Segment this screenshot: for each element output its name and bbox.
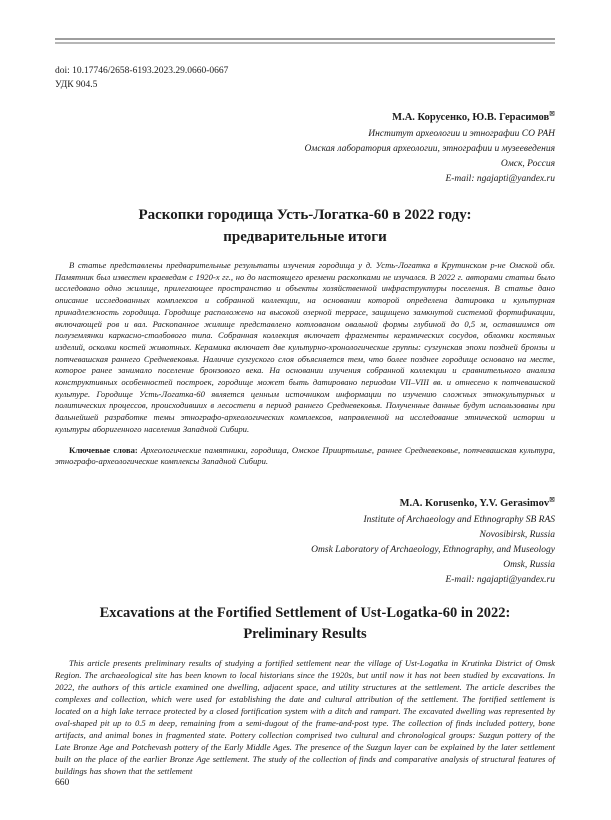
affiliation-en-email: E-mail: ngajapti@yandex.ru — [445, 574, 555, 585]
title-en-line2: Preliminary Results — [243, 625, 367, 642]
title-ru-line2: предварительные итоги — [223, 229, 387, 245]
title-ru-line1: Раскопки городища Усть-Логатка-60 в 2022 году: — [138, 207, 472, 223]
authors-ru-names: М.А. Корусенко, Ю.В. Герасимов — [392, 112, 550, 123]
authors-ru — [55, 111, 555, 124]
keywords-label: Ключевые слова: — [69, 444, 138, 455]
affiliation-en — [55, 513, 555, 588]
affiliation-ru-line: Омск, Россия — [500, 159, 555, 169]
envelope-icon: ⊠ — [549, 109, 555, 118]
article-meta — [55, 64, 555, 92]
affiliation-ru-line: Институт археологии и этнографии СО РАН — [368, 129, 555, 139]
keywords-text: Археологические памятники, городища, Омское Прииртышье, раннее Средневековье, потчевашская культура, этнографо-археологические комплексы Западной Сибири. — [55, 444, 555, 467]
title-en — [55, 603, 555, 645]
affiliation-en-line: Omsk, Russia — [503, 559, 555, 570]
keywords-ru — [55, 445, 555, 468]
title-ru — [55, 204, 555, 248]
affiliation-ru — [55, 127, 555, 187]
affiliation-ru-email: E-mail: ngajapti@yandex.ru — [445, 174, 555, 184]
affiliation-en-line: Omsk Laboratory of Archaeology, Ethnography, and Museology — [311, 544, 555, 555]
udc: УДК 904.5 — [55, 80, 98, 90]
affiliation-ru-line: Омская лаборатория археологии, этнографии и музееведения — [304, 144, 555, 154]
authors-en — [55, 497, 555, 510]
affiliation-en-line: Institute of Archaeology and Ethnography SB RAS — [363, 514, 555, 525]
paper-page-content — [55, 0, 555, 777]
abstract-en: This article presents preliminary results of studying a fortified settlement near the village of Ust-Logatka in Krutinka District of Omsk Region. The archaeological site has been known to local historians since the 1920s, but until now it has not been studied by excavations. In 2022, the authors of this article examined one dwelling, adjacent space, and utility structures at the settlement. The article describes the complexes and collection, which were used for establishing the date and cultural attribution of the settlement. The fortified settlement is located on a high lake terrace protected by a closed fortification system with a ditch and rampart. The excavated dwelling was represented by oval-shaped pit up to 0.5 m deep, remaining from a semi-dugout of the frame-and-post type. The collection of finds included pottery, bone artifacts, and animal bones in fragmented state. Pottery collection comprised two cultural and chronological groups: Suzgun pottery of the Late Bronze Age and Potchevash pottery of the Early Middle Ages. The presence of the Suzgun layer can be explained by the later settlement built on the place of the earlier Bronze Age settlement. The study of the collection of finds and comparative analysis of structural features of buildings has shown that the settlement — [55, 657, 555, 776]
authors-en-names: M.A. Korusenko, Y.V. Gerasimov — [399, 497, 550, 509]
page-number: 660 — [55, 778, 70, 788]
rule-bottom — [55, 42, 555, 44]
header-double-rule — [55, 38, 555, 44]
abstract-ru: В статье представлены предварительные результаты изучения городища у д. Усть-Логатка в Крутинском р-не Омской обл. Памятник был известен краеведам с 1920-х гг., но до настоящего времени раскопками не изучался. В 2022 г. авторами статьи было исследовано одно жилище, прилегающее пространство и объекты хозяйственной инфраструктуры поселения. В статье дано описание исследованных комплексов и собранной коллекции, на основании которой определена датировка и культурная принадлежность городища. Городище расположено на высокой озерной террасе, защищено замкнутой системой фортификации, включающей ров и вал. Раскопанное жилище представлено котлованом овальной формы глубиной до 0,5 м, оставшимся от полуземлянки каркасно-столбового типа. Собранная коллекция включает фрагменты керамических сосудов, обломки костяных изделий, осколки костей животных. Керамика включает две культурно-хронологические группы: сузгунская эпохи поздней бронзы и потчевашская раннего Средневековья. Наличие сузгуского слоя объясняется тем, что более позднее городище основано на месте, которое ранее занимало поселение бронзового века. На основании изучения собранной коллекции и сравнительного анализа конструктивных особенностей построек, городище может быть датировано периодом VII–VIII вв. и отнесено к потчевашской культуре. Городище Усть-Логатка-60 является ценным источником информации по изучению сложных этнокультурных и политических процессов, происходивших в лесостепи в период раннего Средневековья. Полученные данные будут использованы при дальнейшей разработке темы этнографо-археологических комплексов, направленной на исследование этнической истории и культуры аборигенного населения Западной Сибири. — [55, 260, 555, 434]
envelope-icon: ⊠ — [549, 495, 555, 504]
title-en-line1: Excavations at the Fortified Settlement of Ust-Logatka-60 in 2022: — [99, 604, 511, 621]
affiliation-en-line: Novosibirsk, Russia — [479, 529, 555, 540]
doi: doi: 10.17746/2658-6193.2023.29.0660-0667 — [55, 66, 229, 76]
